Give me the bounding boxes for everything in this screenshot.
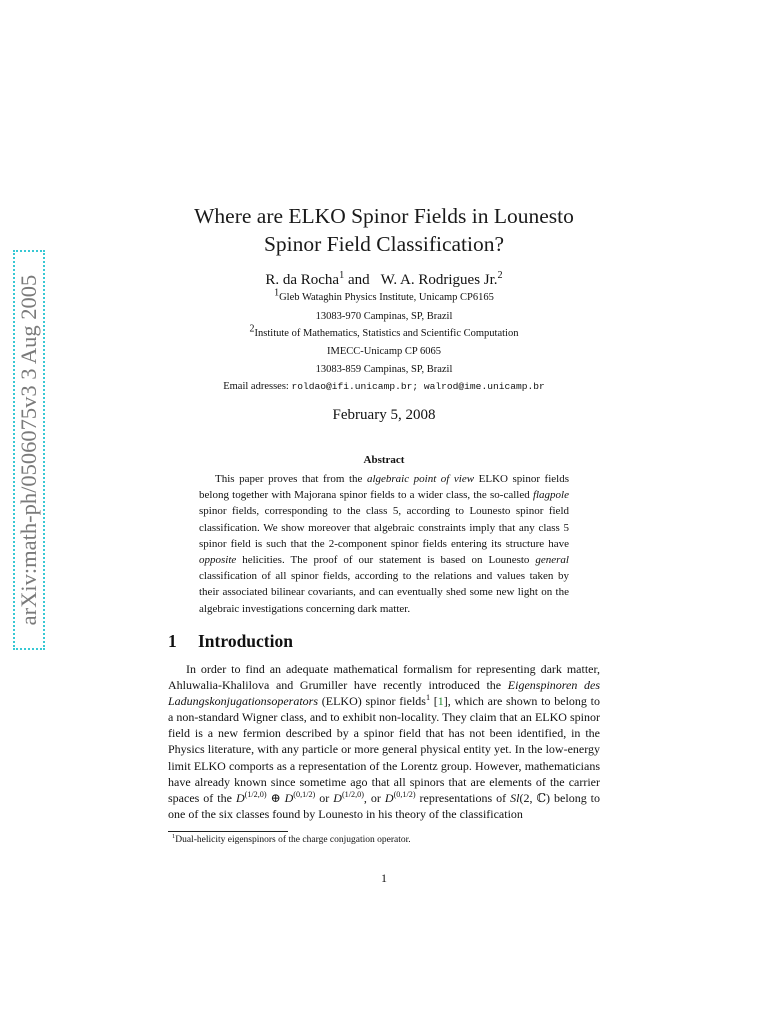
paper-title	[168, 202, 600, 258]
arxiv-stamp-container	[9, 248, 49, 652]
arxiv-identifier-stamp: arXiv:math-ph/0506075v3 3 Aug 2005	[13, 250, 45, 650]
affiliation-2-name: Institute of Mathematics, Statistics and Scientific Computation	[254, 328, 519, 339]
author-1-mark: 1	[339, 270, 345, 281]
emphasis-elko-name: Eigenspinoren des Ladungskonjugationsoperators	[168, 678, 600, 709]
affiliation-2-mark: 2	[249, 323, 255, 335]
citation-link[interactable]: 1	[437, 694, 444, 709]
footnote-number: 1	[172, 832, 176, 840]
affiliation-2-line-2: IMECC-Unicamp CP 6065	[327, 346, 441, 357]
email-label: Email adresses:	[223, 381, 289, 392]
group-symbol: Sl	[510, 790, 520, 805]
footnote-divider	[168, 831, 288, 832]
email-line	[168, 380, 600, 394]
affiliation-1-line-2: 13083-970 Campinas, SP, Brazil	[315, 311, 453, 322]
affiliation-1-name: Gleb Wataghin Physics Institute, Unicamp CP6165	[279, 292, 494, 303]
emphasis-general: general	[535, 554, 569, 567]
emphasis-opposite: opposite	[199, 554, 237, 567]
page-number: 1	[381, 871, 387, 885]
emphasis-algebraic: algebraic point of view	[366, 473, 475, 485]
author-1: R. da Rocha	[265, 272, 340, 288]
affiliation-2-line-1	[168, 323, 600, 341]
abstract-heading: Abstract	[363, 454, 405, 466]
affiliation-2-line-3: 13083-859 Campinas, SP, Brazil	[315, 364, 453, 375]
footnote-text: Dual-helicity eigenspinors of the charge conjugation operator.	[175, 835, 411, 845]
section-title: Introduction	[198, 631, 293, 651]
author-2: W. A. Rodrigues Jr.	[380, 272, 498, 288]
author-conjunction: and	[347, 272, 370, 288]
author-line	[168, 270, 600, 290]
paper-date: February 5, 2008	[332, 407, 436, 423]
introduction-paragraph: In order to find an adequate mathematical formalism for representing dark matter, Ahluwalia-Khalilova and Grumiller have recently introduced the Eigenspinoren des Ladungskonjugationsoperators (ELKO) spinor fields$^1$ [1], which are shown to belong to a non-standard Wigner class, and to exhibit non-locality. They claim that an ELKO spinor field is a new fermion described by a spinor field that has not been identified, in the Physics literature, with any particle or more general physical entity yet. In the low-energy limit ELKO comports as a representation of the Lorentz group. However, mathematicians have already known since sometime ago that all spinors that are elements of the carrier spaces of the $D^{(1/2,0)}$ ⊕ $D^{(0,1/2)}$ or $D^{(1/2,0)}$, or $D^{(0,1/2)}$ representations of Sl(2, ℂ) belong to one of the six classes found by Lounesto in his theory of the classification	[168, 662, 601, 821]
section-number: 1	[168, 631, 177, 651]
footnote-mark[interactable]: 1	[425, 693, 431, 703]
footnote	[172, 834, 411, 846]
emphasis-flagpole: flagpole	[532, 489, 569, 502]
title-line-2: Spinor Field Classification?	[263, 232, 505, 256]
author-2-mark: 2	[497, 270, 503, 281]
email-addresses[interactable]: roldao@ifi.unicamp.br; walrod@ime.unicamp.br	[291, 381, 545, 392]
section-heading	[168, 630, 293, 652]
affiliation-1-mark: 1	[274, 287, 280, 299]
abstract-body: This paper proves that from the algebraic point of view ELKO spinor fields belong together with Majorana spinor fields to a wider class, the so-called flagpole spinor fields, corresponding to the class 5, according to Lounesto spinor field classification. We show moreover that algebraic constraints imply that any class 5 spinor field is such that the 2-component spinor fields entering its structure have opposite helicities. The proof of our statement is based on Lounesto general classification of all spinor fields, according to the relations and values taken by their associated bilinear covariants, and can eventually shed some new light on the algebraic investigations concerning dark matter.	[199, 473, 569, 615]
title-line-1: Where are ELKO Spinor Fields in Lounesto	[194, 204, 574, 228]
affiliation-1-line-1	[168, 287, 600, 305]
